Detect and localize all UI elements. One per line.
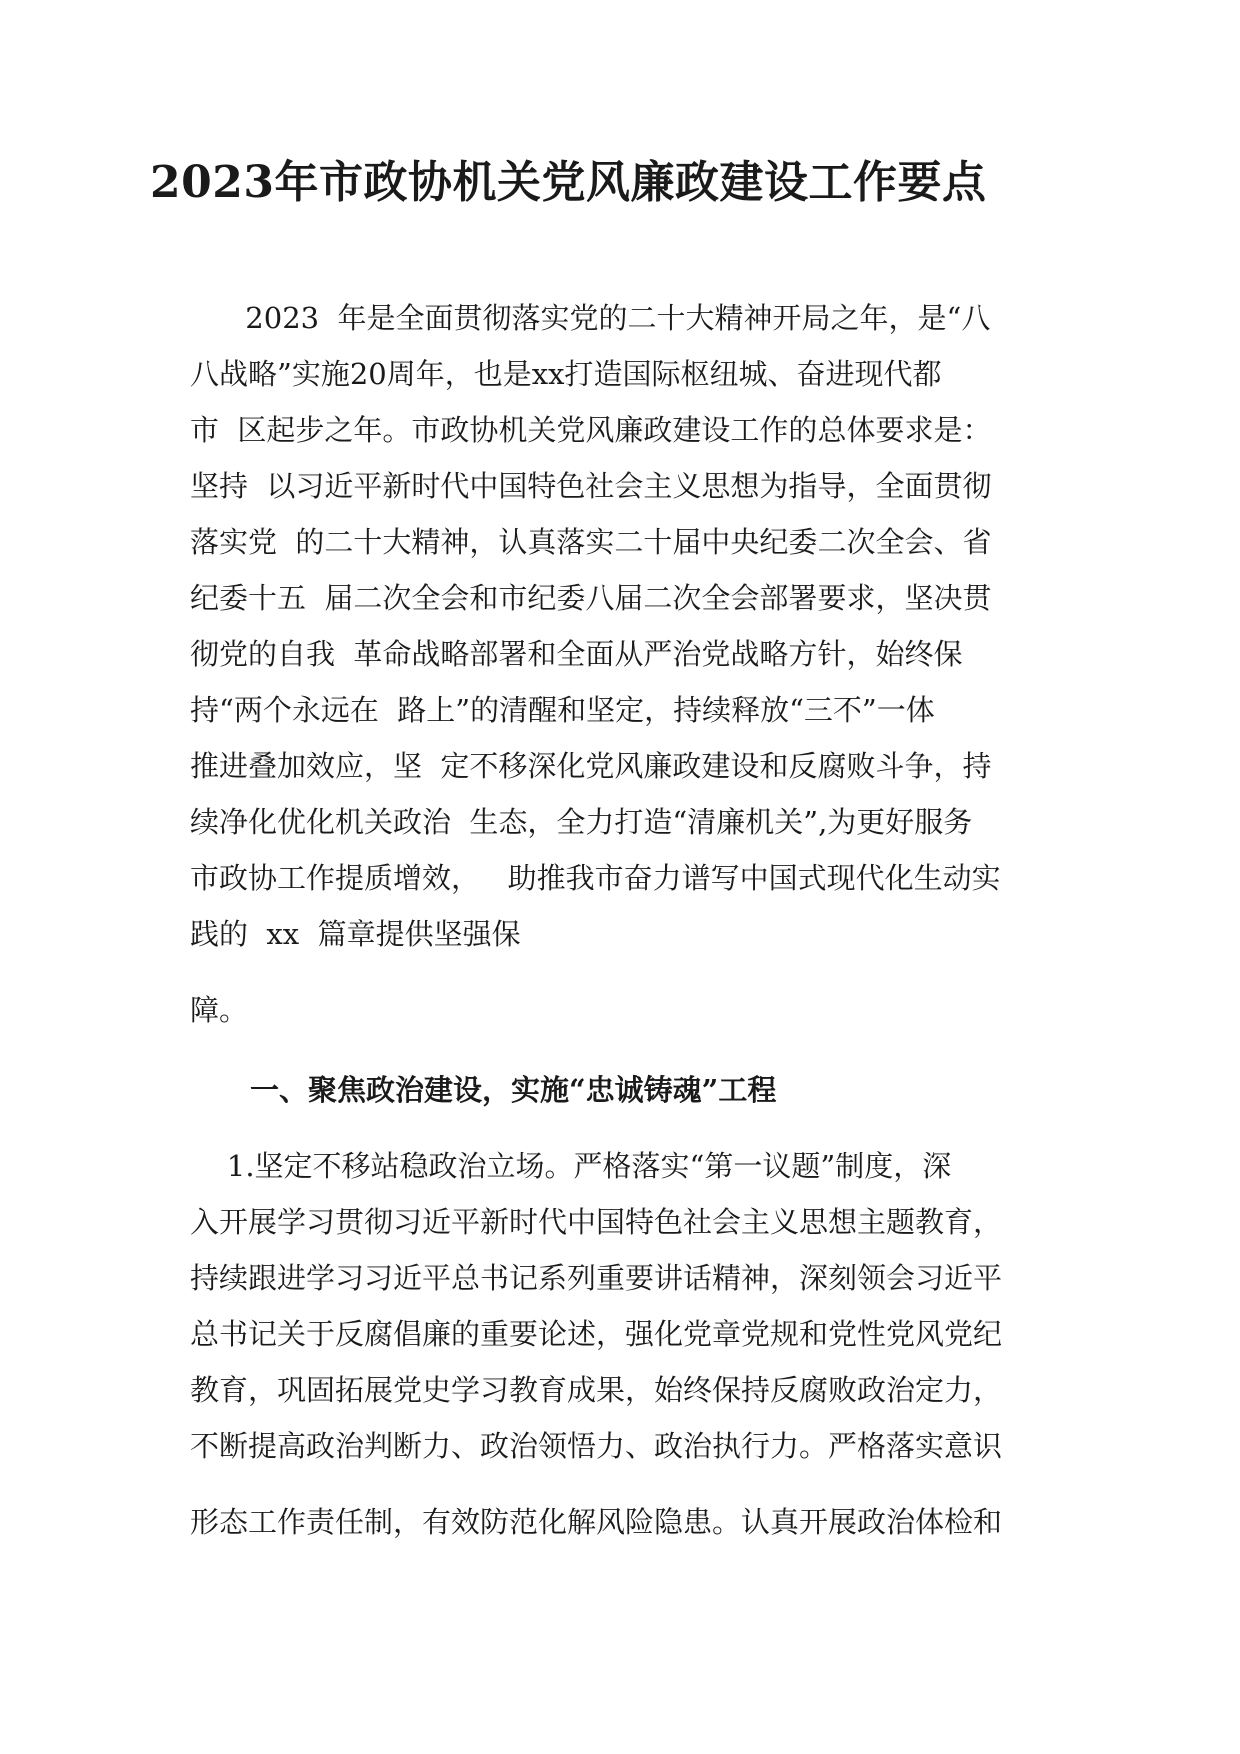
text-line: 持“两个永远在 路上”的清醒和坚定，持续释放“三不”一体 — [190, 693, 935, 727]
text-line: 教育，巩固拓展党史学习教育成果，始终保持反腐败政治定力， — [190, 1373, 1003, 1407]
text-line: 总书记关于反腐倡廉的重要论述，强化党章党规和党性党风党纪 — [190, 1317, 1003, 1351]
text-line: 入开展学习贯彻习近平新时代中国特色社会主义思想主题教育， — [190, 1205, 1003, 1239]
document-title: 2023年市政协机关党风廉政建设工作要点 — [150, 157, 987, 208]
text-line: 落实党 的二十大精神，认真落实二十届中央纪委二次全会、省 — [190, 525, 992, 559]
text-line: 1.坚定不移站稳政治立场。严格落实“第一议题”制度，深 — [190, 1149, 952, 1183]
text-line: 持续跟进学习习近平总书记系列重要讲话精神，深刻领会习近平 — [190, 1261, 1003, 1295]
text-line: 八战略”实施20周年，也是xx打造国际枢纽城、奋进现代都 — [190, 357, 942, 391]
text-line: 践的 xx 篇章提供坚强保 — [190, 917, 521, 951]
text-line: 市政协工作提质增效， 助推我市奋力谱写中国式现代化生动实 — [190, 861, 1001, 895]
text-line: 彻党的自我 革命战略部署和全面从严治党战略方针，始终保 — [190, 637, 963, 671]
section-heading: 一、聚焦政治建设，实施“忠诚铸魂”工程 — [250, 1073, 777, 1107]
text-line: 市 区起步之年。市政协机关党风廉政建设工作的总体要求是： — [190, 413, 992, 447]
text-line: 坚持 以习近平新时代中国特色社会主义思想为指导，全面贯彻 — [190, 469, 992, 503]
text-line: 障。 — [190, 993, 249, 1027]
text-line: 不断提高政治判断力、政治领悟力、政治执行力。严格落实意识 — [190, 1429, 1003, 1463]
text-line: 纪委十五 届二次全会和市纪委八届二次全会部署要求，坚决贯 — [190, 581, 992, 615]
text-line: 2023 年是全面贯彻落实党的二十大精神开局之年，是“八 — [190, 301, 991, 335]
text-line: 续净化优化机关政治 生态，全力打造“清廉机关”,为更好服务 — [190, 805, 973, 839]
text-line: 形态工作责任制，有效防范化解风险隐患。认真开展政治体检和 — [190, 1505, 1003, 1539]
text-line: 推进叠加效应，坚 定不移深化党风廉政建设和反腐败斗争，持 — [190, 749, 992, 783]
